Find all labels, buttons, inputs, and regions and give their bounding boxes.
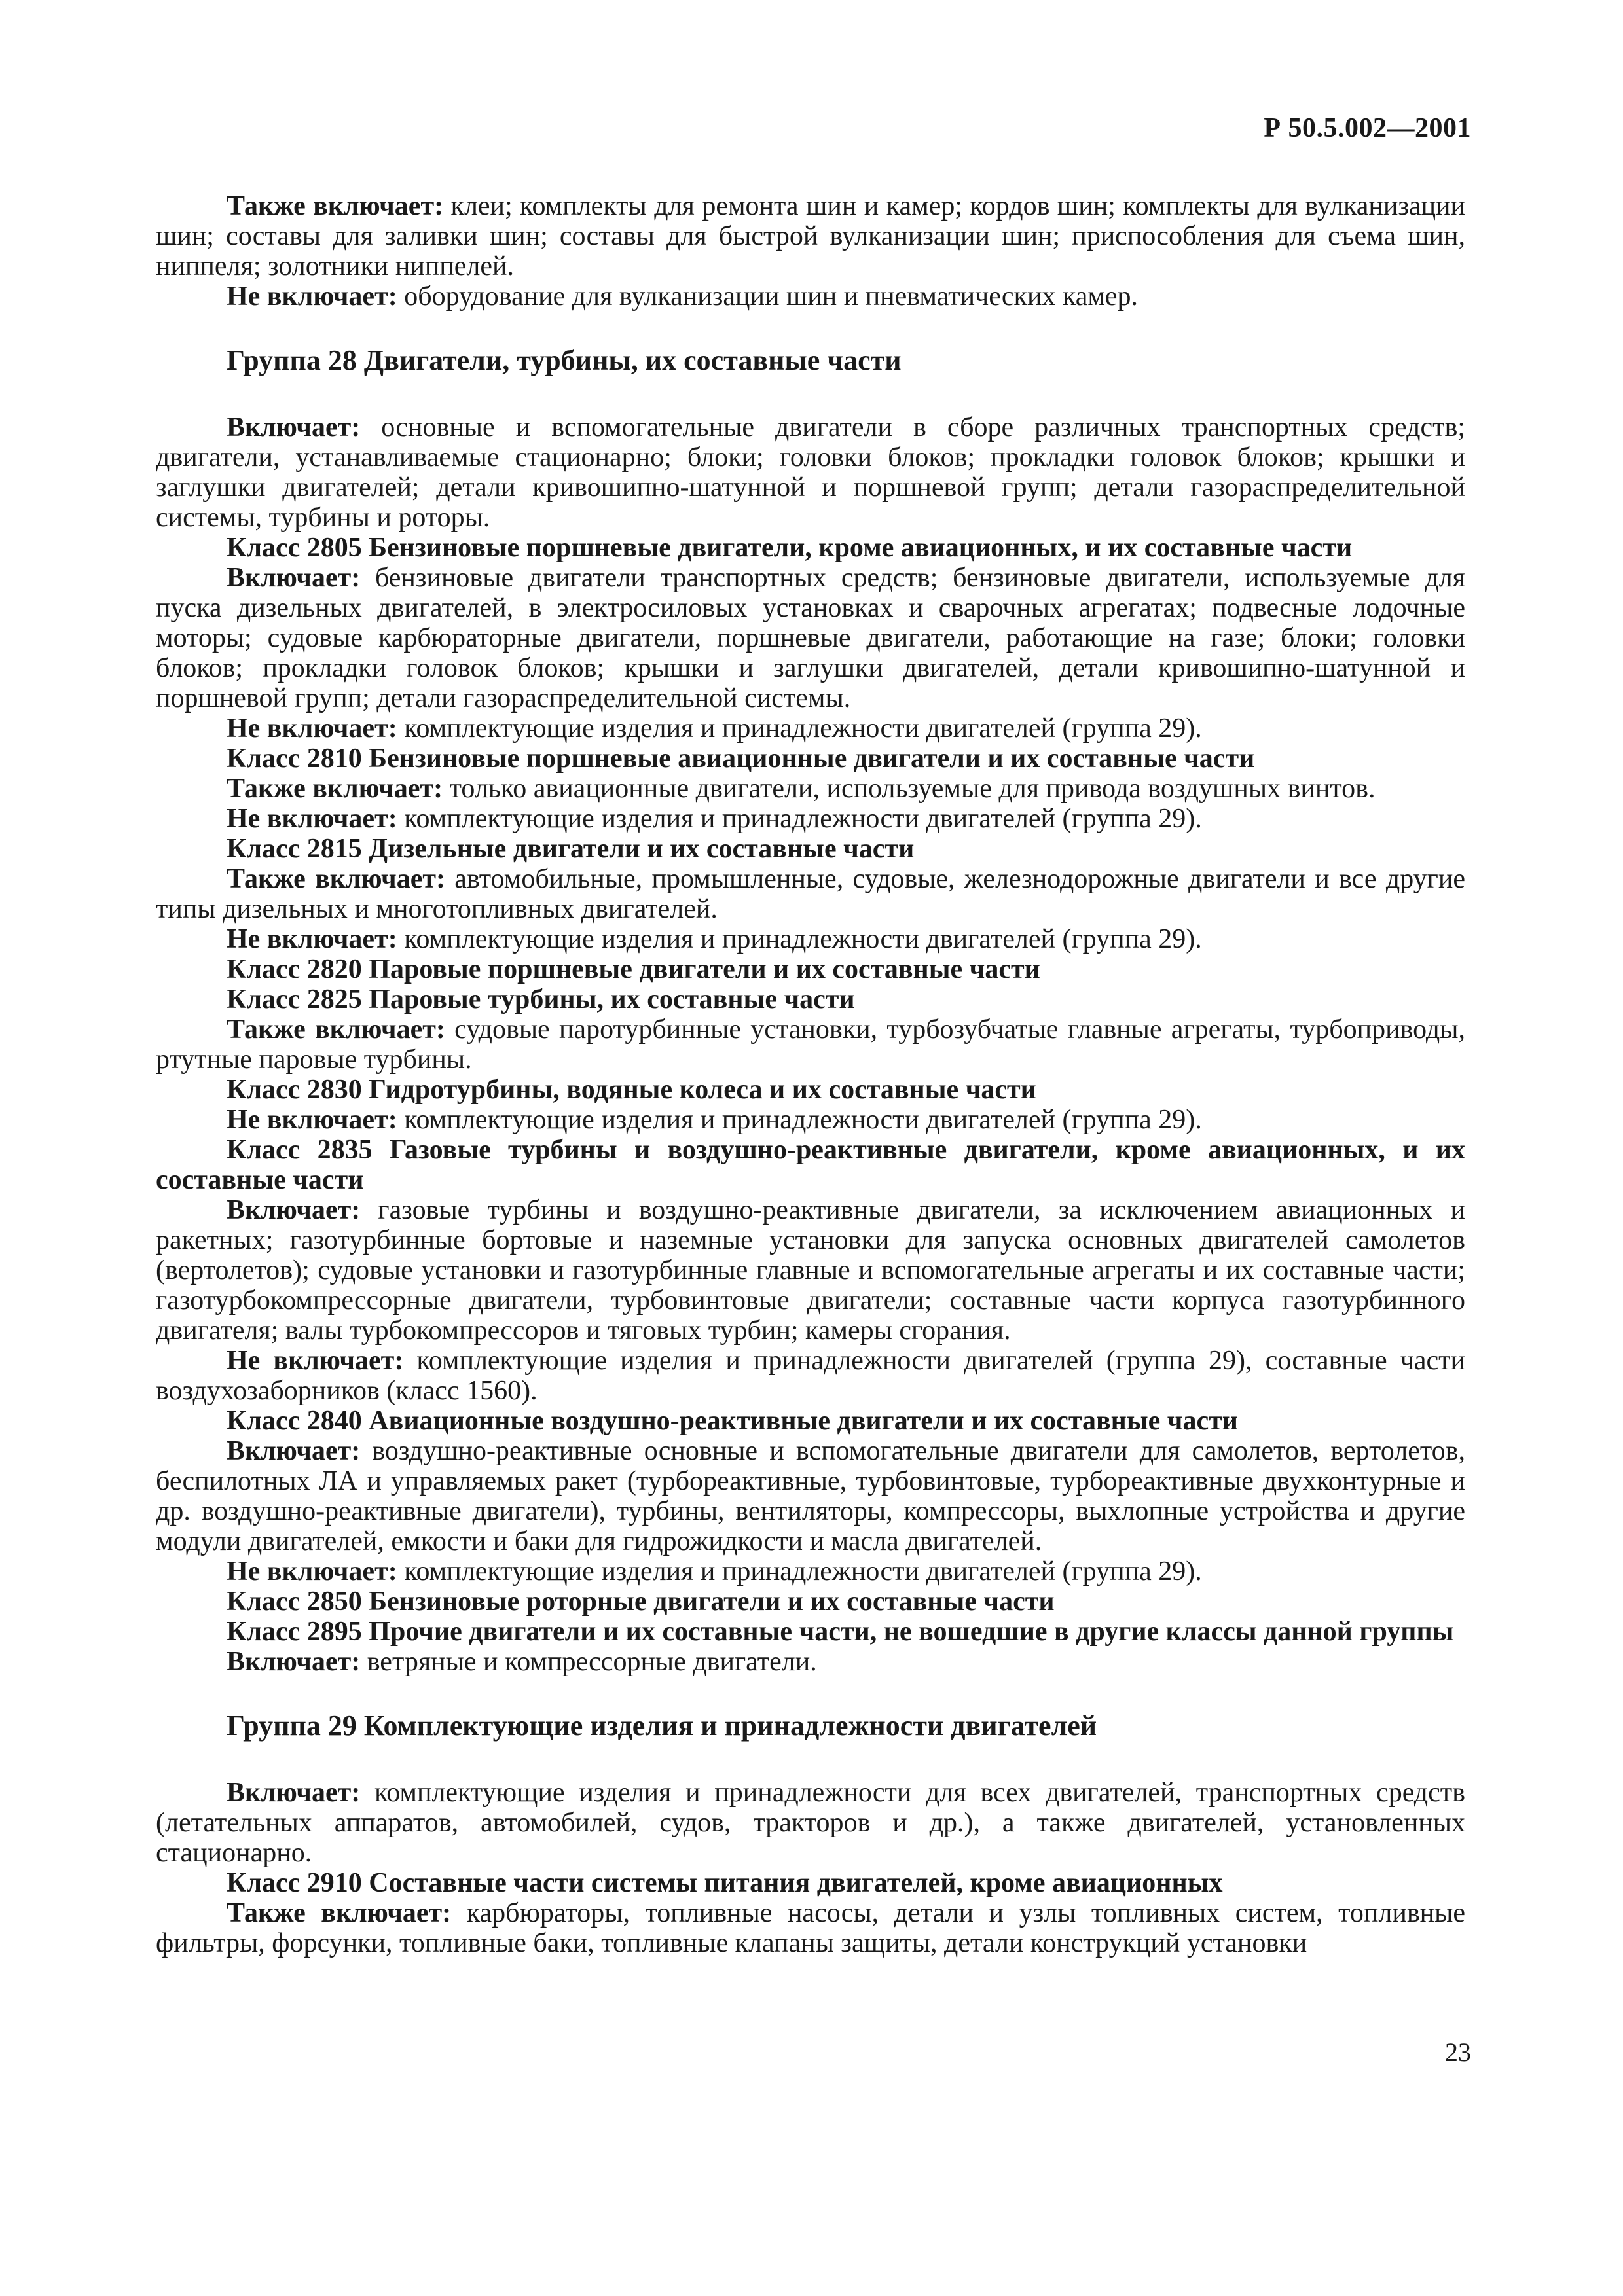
paragraph (156, 713, 1465, 744)
paragraph-text: оборудование для вулканизации шин и пневматических камер. (397, 281, 1139, 312)
paragraph (156, 804, 1465, 834)
class-heading: Класс 2810 Бензиновые поршневые авиационные двигатели и их составные части (227, 744, 1255, 774)
paragraph-text: автомобильные, промышленные, судовые, железнодорожные двигатели и все другие типы дизельных и многотопливных двигателей. (156, 864, 1465, 924)
group-heading: Группа 28 Двигатели, турбины, их составные части (227, 344, 902, 376)
paragraph-label: Также включает: (227, 1014, 445, 1045)
paragraph-label: Не включает: (227, 1105, 397, 1135)
paragraph-label: Также включает: (227, 864, 445, 894)
paragraph-text: комплектующие изделия и принадлежности двигателей (группа 29). (397, 924, 1202, 954)
class-heading: Класс 2910 Составные части системы питания двигателей, кроме авиационных (227, 1868, 1223, 1898)
paragraph-label: Не включает: (227, 804, 397, 834)
paragraph-text: бензиновые двигатели транспортных средств; бензиновые двигатели, используемые для пуска дизельных двигателей, в электросиловых установках и сварочных агрегатах; подвесные лодочные моторы; судовые карбюраторные двигатели, поршневые двигатели, работающие на газе; блоки; головки блоков; прокладки головок блоков; крышки и заглушки двигателей, детали кривошипно-шатунной и поршневой групп; детали газораспределительной системы. (156, 563, 1465, 713)
paragraph-label: Не включает: (227, 713, 397, 744)
class-heading: Класс 2805 Бензиновые поршневые двигатели, кроме авиационных, и их составные части (227, 533, 1353, 563)
page-number: 23 (1445, 2037, 1471, 2067)
paragraph-text: комплектующие изделия и принадлежности двигателей (группа 29). (397, 713, 1202, 744)
paragraph (156, 1436, 1465, 1556)
class-heading: Класс 2820 Паровые поршневые двигатели и их составные части (227, 954, 1040, 984)
paragraph (156, 1647, 1465, 1677)
paragraph-label: Также включает: (227, 1898, 452, 1928)
class-heading: Класс 2835 Газовые турбины и воздушно-реактивные двигатели, кроме авиационных, и их составные части (156, 1135, 1465, 1195)
paragraph (156, 1346, 1465, 1406)
paragraph-text: клеи; комплекты для ремонта шин и камер; кордов шин; комплекты для вулканизации шин; составы для заливки шин; составы для быстрой вулканизации шин; приспособления для съема шин, ниппеля; золотники ниппелей. (156, 191, 1466, 281)
paragraph-text: карбюраторы, топливные насосы, детали и узлы топливных систем, топливные фильтры, форсунки, топливные баки, топливные клапаны защиты, детали конструкций установки (156, 1898, 1465, 1958)
paragraph-label: Включает: (227, 1647, 361, 1677)
paragraph-text: только авиационные двигатели, используемые для привода воздушных винтов. (443, 774, 1376, 804)
standard-number: Р 50.5.002—2001 (1264, 113, 1471, 143)
paragraph-label: Не включает: (227, 281, 397, 312)
paragraph-text: газовые турбины и воздушно-реактивные двигатели, за исключением авиационных и ракетных; газотурбинные бортовые и наземные установки для запуска основных двигателей самолетов (вертолетов); судовые установки и газотурбинные главные и вспомогательные агрегаты и их составные части; газотурбокомпрессорные двигатели, турбовинтовые двигатели; составные части корпуса газотурбинного двигателя; валы турбокомпрессоров и тяговых турбин; камеры сгорания. (156, 1195, 1465, 1346)
paragraph (156, 774, 1465, 804)
paragraph-text: комплектующие изделия и принадлежности двигателей (группа 29), составные части воздухозаборников (класс 1560). (156, 1346, 1465, 1406)
class-heading: Класс 2830 Гидротурбины, водяные колеса и их составные части (227, 1075, 1036, 1105)
paragraph-label: Не включает: (227, 1556, 397, 1587)
paragraph (156, 191, 1465, 281)
paragraph-label: Не включает: (227, 1346, 404, 1376)
class-heading: Класс 2825 Паровые турбины, их составные части (227, 984, 855, 1014)
document-body (156, 191, 1465, 1958)
paragraph-label: Также включает: (227, 774, 443, 804)
paragraph (156, 1778, 1465, 1868)
paragraph (156, 1014, 1465, 1075)
class-heading: Класс 2840 Авиационные воздушно-реактивные двигатели и их составные части (227, 1406, 1238, 1436)
paragraph-text: комплектующие изделия и принадлежности двигателей (группа 29). (397, 1105, 1202, 1135)
paragraph (156, 1195, 1465, 1346)
paragraph-text: ветряные и компрессорные двигатели. (360, 1647, 817, 1677)
paragraph (156, 864, 1465, 924)
paragraph (156, 1556, 1465, 1587)
group-heading: Группа 29 Комплектующие изделия и принадлежности двигателей (227, 1710, 1097, 1742)
paragraph (156, 1898, 1465, 1958)
paragraph (156, 1105, 1465, 1135)
paragraph-label: Также включает: (227, 191, 444, 221)
paragraph-text: основные и вспомогательные двигатели в сборе различных транспортных средств; двигатели, устанавливаемые стационарно; блоки; головки блоков; прокладки головок блоков; крышки и заглушки двигателей; детали кривошипно-шатунной и поршневой групп; детали газораспределительной системы, турбины и роторы. (156, 412, 1465, 533)
paragraph-text: комплектующие изделия и принадлежности двигателей (группа 29). (397, 1556, 1202, 1587)
paragraph (156, 281, 1465, 312)
paragraph-text: воздушно-реактивные основные и вспомогательные двигатели для самолетов, вертолетов, беспилотных ЛА и управляемых ракет (турбореактивные, турбовинтовые, турбореактивные двухконтурные и др. воздушно-реактивные двигатели), турбины, вентиляторы, компрессоры, выхлопные устройства и другие модули двигателей, емкости и баки для гидрожидкости и масла двигателей. (156, 1436, 1465, 1556)
paragraph (156, 412, 1465, 533)
class-heading: Класс 2815 Дизельные двигатели и их составные части (227, 834, 915, 864)
paragraph (156, 563, 1465, 713)
paragraph-text: комплектующие изделия и принадлежности для всех двигателей, транспортных средств (летательных аппаратов, автомобилей, судов, тракторов и др.), а также двигателей, установленных стационарно. (156, 1778, 1465, 1868)
paragraph (156, 924, 1465, 954)
paragraph-label: Включает: (227, 412, 361, 442)
paragraph-label: Включает: (227, 1436, 361, 1466)
class-heading: Класс 2895 Прочие двигатели и их составные части, не вошедшие в другие классы данной группы (227, 1617, 1454, 1647)
paragraph-label: Включает: (227, 1778, 361, 1808)
paragraph-text: судовые паротурбинные установки, турбозубчатые главные агрегаты, турбоприводы, ртутные паровые турбины. (156, 1014, 1465, 1075)
class-heading: Класс 2850 Бензиновые роторные двигатели и их составные части (227, 1587, 1055, 1617)
paragraph-text: комплектующие изделия и принадлежности двигателей (группа 29). (397, 804, 1202, 834)
paragraph-label: Включает: (227, 1195, 361, 1225)
paragraph-label: Включает: (227, 563, 361, 593)
paragraph-label: Не включает: (227, 924, 397, 954)
